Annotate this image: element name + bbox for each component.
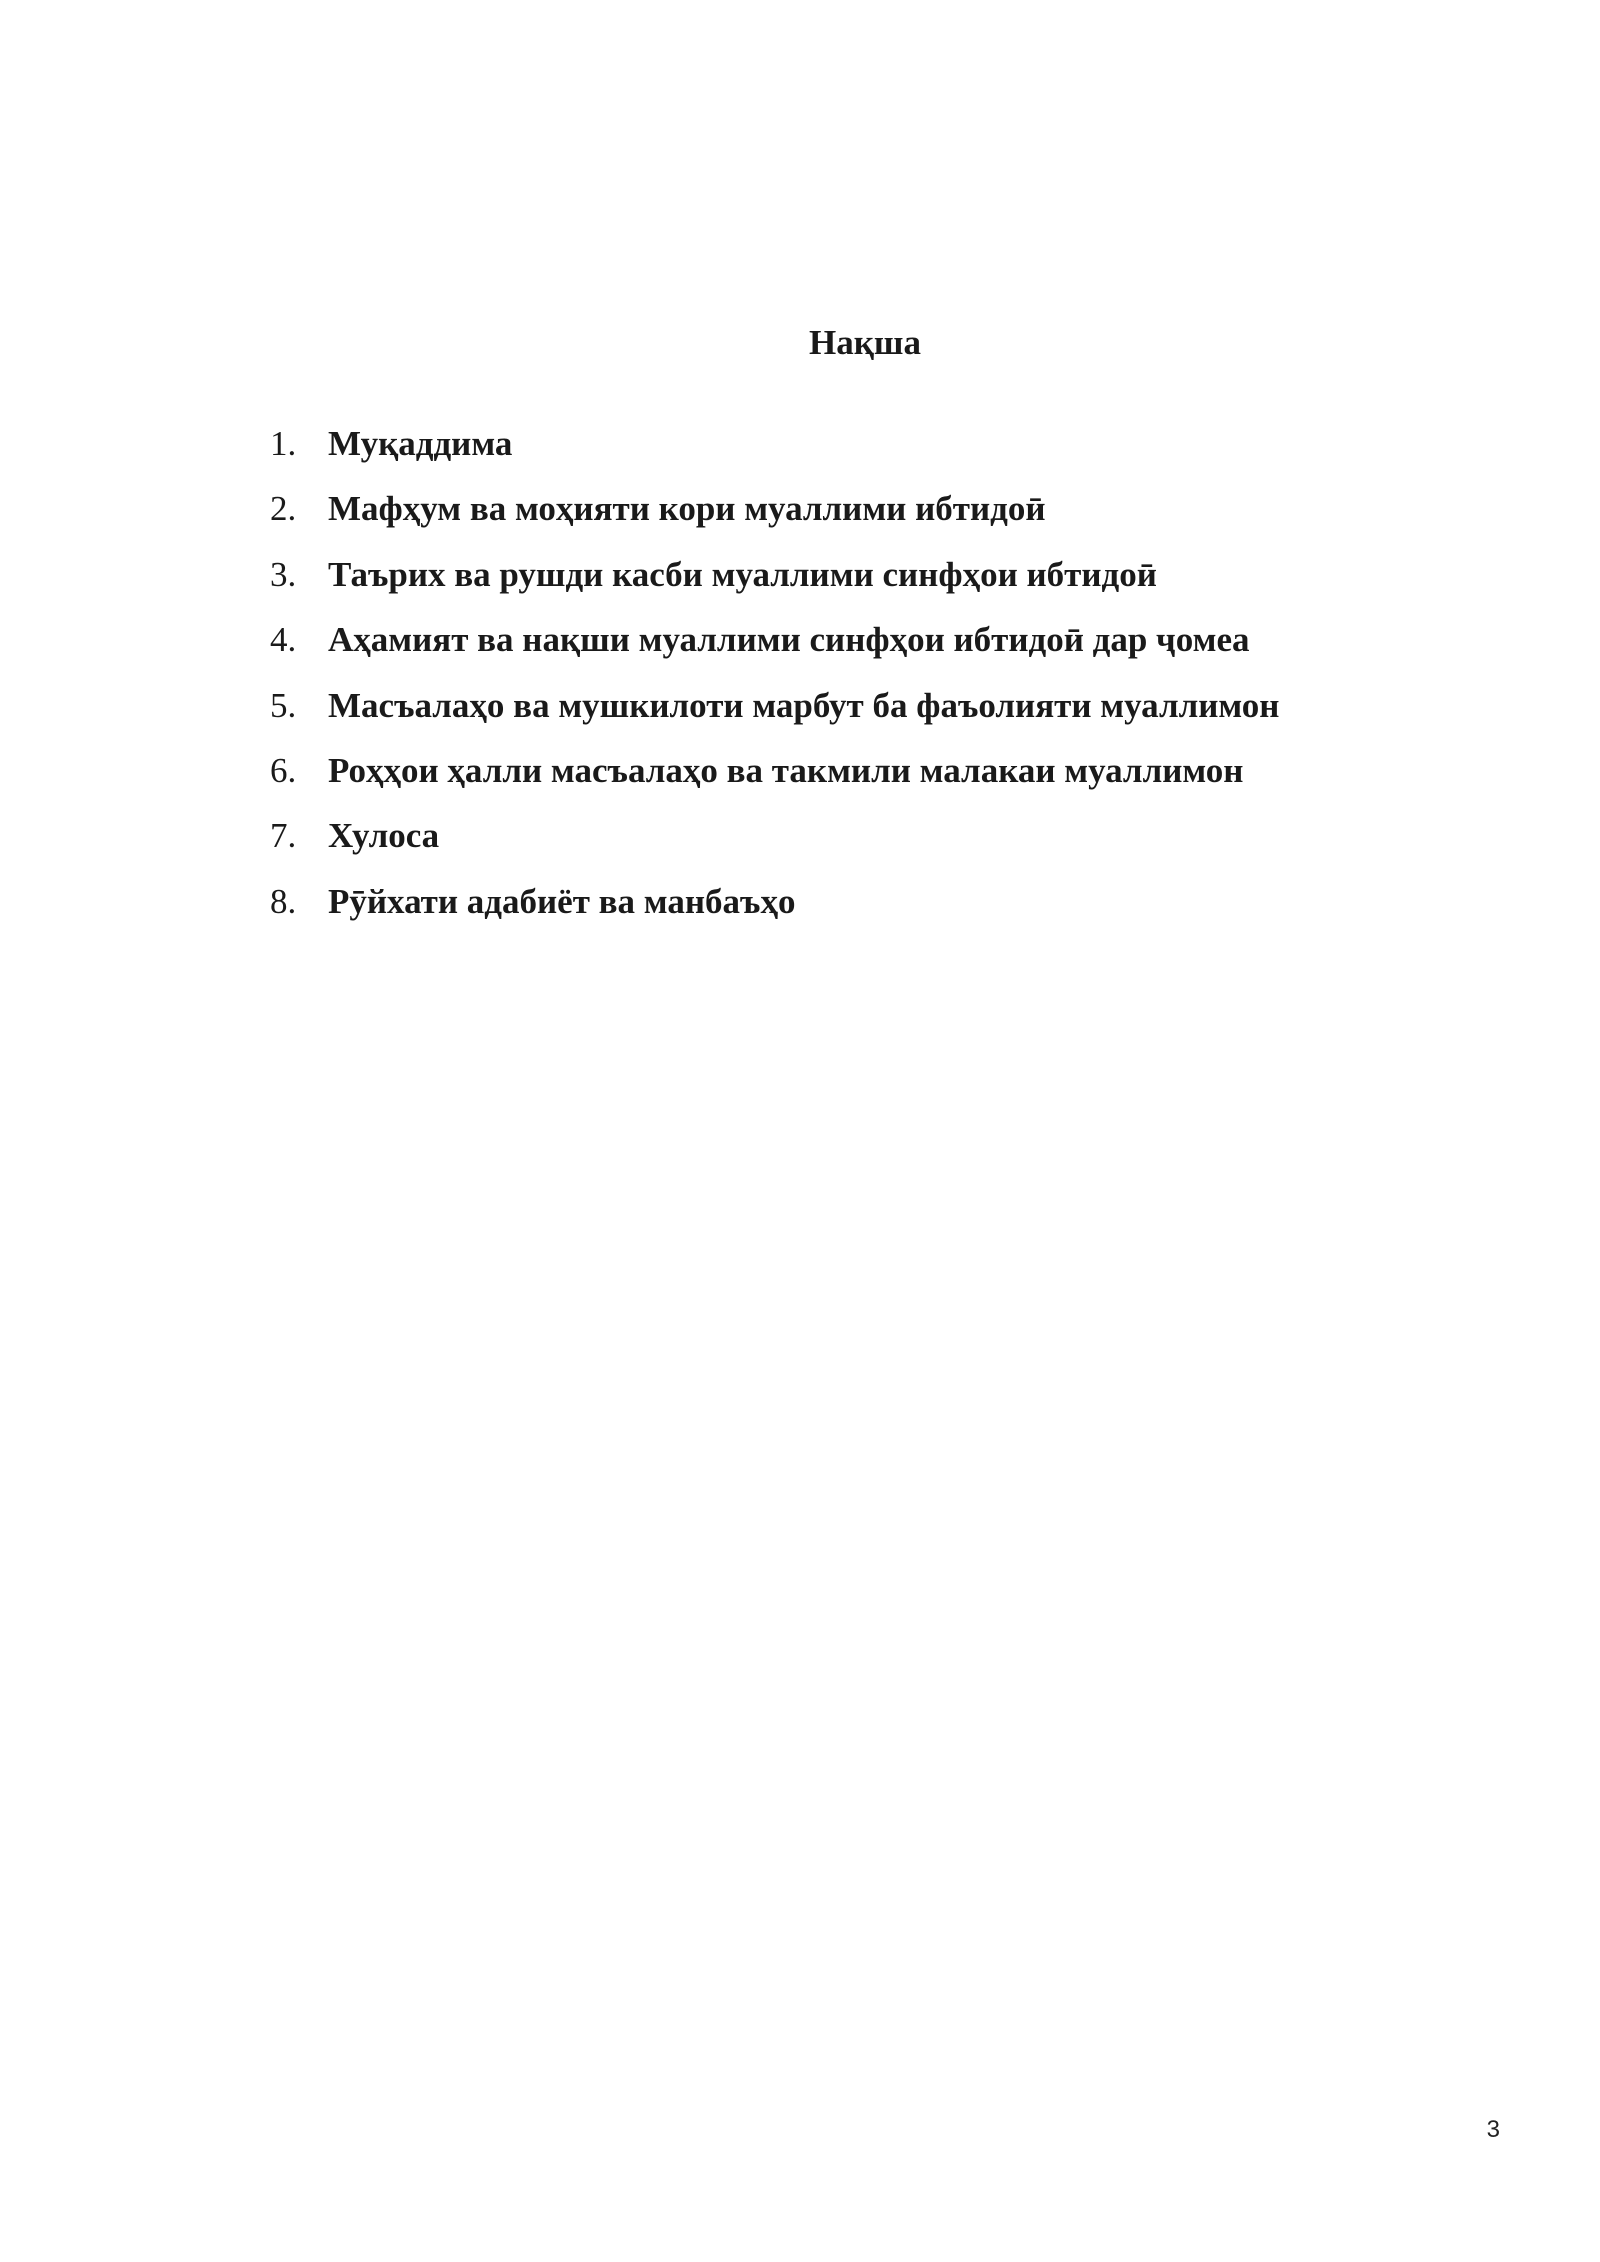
toc-item-label: Муқаддима [328, 424, 513, 463]
toc-item [270, 882, 1279, 947]
toc-item [270, 751, 1279, 816]
toc-item-number: 8. [270, 881, 297, 921]
toc-item [270, 686, 1279, 751]
toc-item [270, 555, 1279, 620]
toc-item [270, 424, 1279, 489]
toc-item-label: Роҳҳои ҳалли масъалаҳо ва такмили малакаи муаллимон [328, 750, 1244, 790]
toc-item-label: Хулоса [328, 816, 440, 856]
page-title: Нақша [809, 323, 921, 362]
toc-item-number: 2. [270, 489, 297, 529]
toc-item-label: Мафҳум ва моҳияти кори муаллими ибтидоӣ [328, 489, 1046, 529]
toc-item [270, 620, 1279, 685]
toc-item-number: 7. [270, 816, 297, 856]
toc-item-number: 1. [270, 424, 297, 463]
toc-item-label: Масъалаҳо ва мушкилоти марбут ба фаъолияти муаллимон [328, 685, 1280, 725]
toc-item-label: Таърих ва рушди касби муаллими синфҳои ибтидоӣ [328, 554, 1157, 594]
page-number: 3 [1486, 2116, 1500, 2143]
toc-item-label: Рӯйхати адабиёт ва манбаъҳо [328, 881, 796, 921]
toc-item-number: 3. [270, 554, 297, 594]
toc-item-number: 4. [270, 620, 297, 660]
toc-item-label: Аҳамият ва нақши муаллими синфҳои ибтидоӣ дар ҷомеа [328, 620, 1250, 660]
toc-item [270, 816, 1279, 881]
toc-item-number: 6. [270, 750, 297, 790]
table-of-contents [270, 424, 1279, 947]
toc-item [270, 489, 1279, 554]
toc-item-number: 5. [270, 685, 297, 725]
